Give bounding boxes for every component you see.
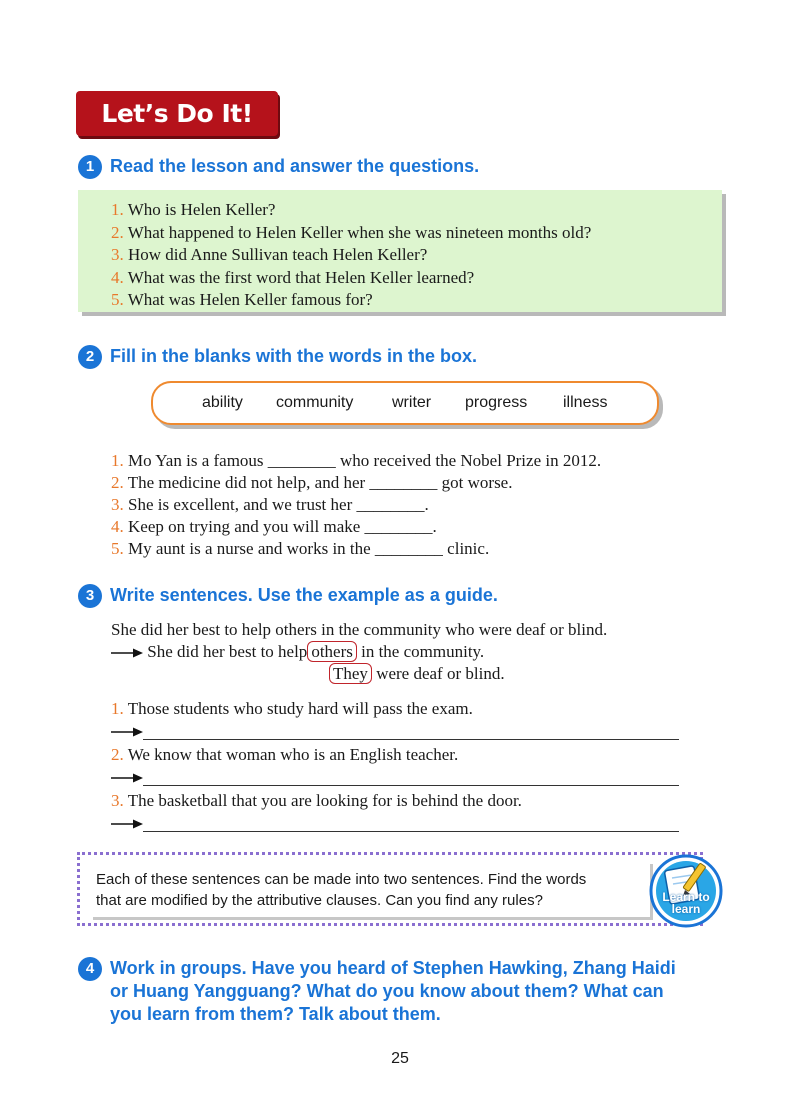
section-2-heading: Fill in the blanks with the words in the box. bbox=[110, 346, 478, 366]
list-item: 3. She is excellent, and we trust her ________. bbox=[111, 495, 429, 514]
learn-to-learn-box bbox=[90, 861, 650, 917]
example-answer-1: She did her best to help others in the community. bbox=[111, 641, 484, 663]
word-item: progress bbox=[465, 394, 528, 411]
answer-line bbox=[111, 812, 679, 836]
circled-word-they: They bbox=[329, 663, 372, 684]
section-3-number: 3 bbox=[78, 584, 102, 608]
blank-line[interactable] bbox=[143, 725, 679, 740]
list-item: 4. Keep on trying and you will make ________. bbox=[111, 517, 437, 536]
learn-to-learn-badge bbox=[647, 854, 725, 928]
badge-label: Learn to learn bbox=[662, 890, 710, 916]
answer-line bbox=[111, 720, 679, 744]
list-item: 1. Mo Yan is a famous ________ who received the Nobel Prize in 2012. bbox=[111, 451, 602, 470]
questions-box bbox=[78, 190, 722, 312]
arrow-right-icon bbox=[111, 818, 143, 830]
section-1-heading: Read the lesson and answer the questions. bbox=[110, 156, 480, 176]
word-item: illness bbox=[563, 394, 608, 411]
list-item: 1. Those students who study hard will pass the exam. bbox=[111, 699, 473, 718]
section-4-heading: Work in groups. Have you heard of Stephen Hawking, Zhang Haidi or Huang Yangguang? What do you know about them? What can you learn from them? Talk about them. bbox=[110, 958, 676, 1024]
word-item: writer bbox=[392, 394, 432, 411]
blank-line[interactable] bbox=[143, 771, 679, 786]
lets-do-it-banner: Let’s Do It! bbox=[76, 91, 278, 136]
learn-tip-line-1: Each of these sentences can be made into two sentences. Find the words bbox=[96, 871, 587, 888]
section-1-number: 1 bbox=[78, 155, 102, 179]
list-item: 3. How did Anne Sullivan teach Helen Keller? bbox=[111, 245, 428, 264]
list-item: 2. The medicine did not help, and her ________ got worse. bbox=[111, 473, 513, 492]
word-box bbox=[151, 381, 659, 425]
arrow-right-icon bbox=[111, 647, 143, 659]
word-item: community bbox=[276, 394, 354, 411]
section-2-number: 2 bbox=[78, 345, 102, 369]
arrow-right-icon bbox=[111, 726, 143, 738]
list-item: 2. We know that woman who is an English teacher. bbox=[111, 745, 459, 764]
rewrite-list bbox=[111, 698, 679, 836]
answer-line bbox=[111, 766, 679, 790]
circled-word-others: others bbox=[307, 641, 357, 662]
word-item: ability bbox=[202, 394, 243, 411]
section-4-number: 4 bbox=[78, 957, 102, 981]
fill-blank-list bbox=[111, 450, 601, 560]
list-item: 3. The basketball that you are looking for is behind the door. bbox=[111, 791, 522, 810]
blank-line[interactable] bbox=[143, 817, 679, 832]
example-sentence: She did her best to help others in the community who were deaf or blind. bbox=[111, 620, 608, 639]
example-answer-2: They were deaf or blind. bbox=[329, 663, 505, 685]
page-number: 25 bbox=[391, 1050, 409, 1067]
list-item: 4. What was the first word that Helen Keller learned? bbox=[111, 267, 475, 287]
learn-tip-line-2: that are modified by the attributive clauses. Can you find any rules? bbox=[96, 892, 543, 909]
question-list bbox=[111, 199, 591, 312]
list-item: 5. What was Helen Keller famous for? bbox=[111, 290, 373, 309]
list-item: 5. My aunt is a nurse and works in the ________ clinic. bbox=[111, 539, 490, 558]
arrow-right-icon bbox=[111, 772, 143, 784]
list-item: 2. What happened to Helen Keller when she was nineteen months old? bbox=[111, 222, 592, 242]
section-3-heading: Write sentences. Use the example as a guide. bbox=[110, 585, 498, 605]
list-item: 1. Who is Helen Keller? bbox=[111, 200, 276, 219]
